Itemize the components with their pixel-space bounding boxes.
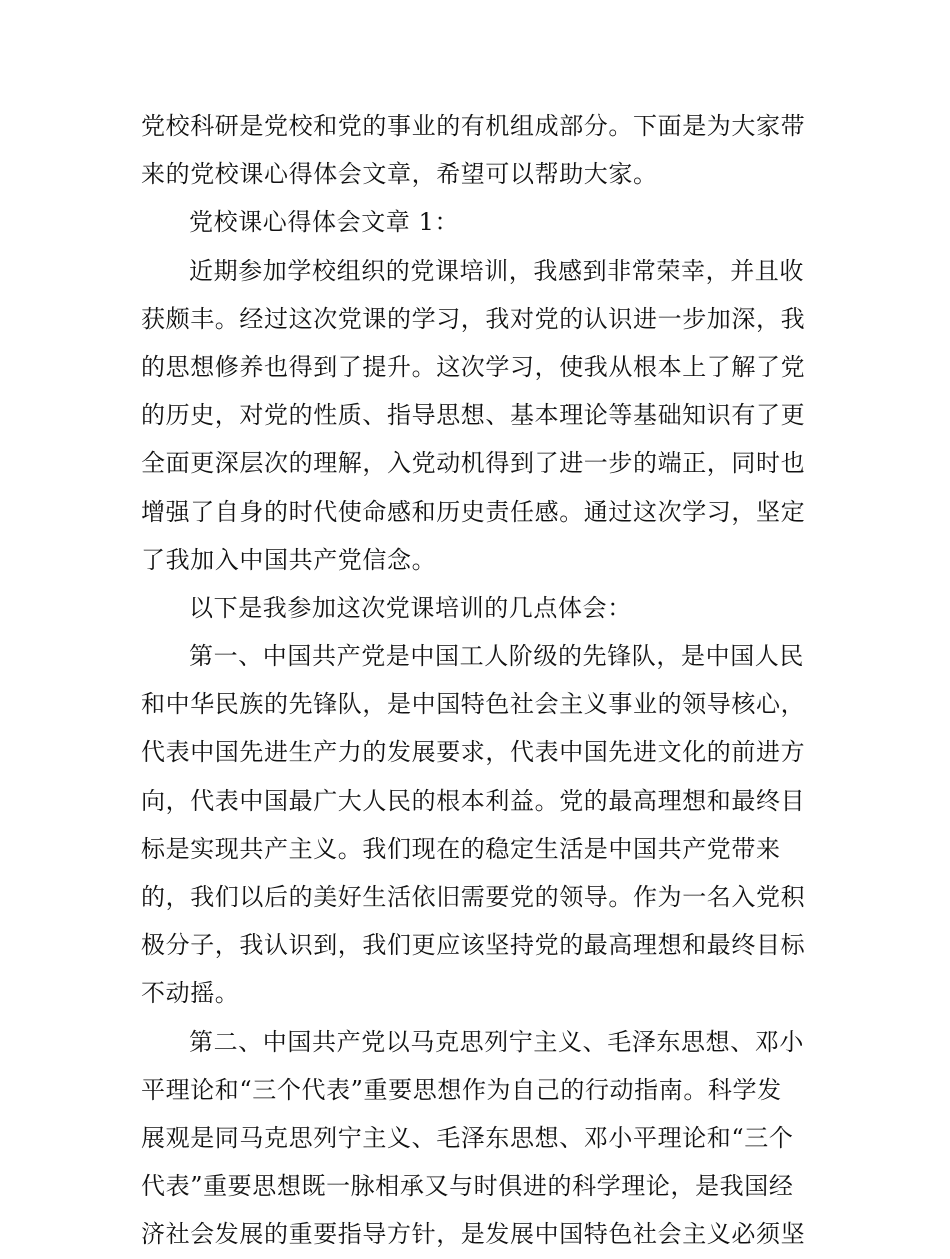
text-line: 标是实现共产主义。我们现在的稳定生活是中国共产党带来 [141,834,781,863]
text-line: 获颇丰。经过这次党课的学习，我对党的认识进一步加深，我 [141,304,806,333]
text-line: 的，我们以后的美好生活依旧需要党的领导。作为一名入党积 [141,883,806,911]
text-line: 增强了自身的时代使命感和历史责任感。通过这次学习，坚定 [141,497,806,526]
text-line: 的思想修养也得到了提升。这次学习，使我从根本上了解了党 [141,352,806,381]
text-line: 济社会发展的重要指导方针，是发展中国特色社会主义必须坚 [141,1220,806,1249]
text-line: 来的党校课心得体会文章，希望可以帮助大家。 [141,160,658,189]
text-line: 第二、中国共产党以马克思列宁主义、毛泽东思想、邓小 [189,1027,804,1056]
text-line: 平理论和“三个代表”重要思想作为自己的行动指南。科学发 [141,1075,782,1104]
text-line: 代表”重要思想既一脉相承又与时俱进的科学理论，是我国经 [141,1172,794,1201]
text-line: 不动摇。 [141,979,240,1008]
text-line: 代表中国先进生产力的发展要求，代表中国先进文化的前进方 [141,738,806,767]
text-line: 向，代表中国最广大人民的根本利益。党的最高理想和最终目 [141,786,806,815]
document-body [141,102,813,1259]
text-line: 了我加入中国共产党信念。 [141,545,437,574]
text-line: 近期参加学校组织的党课培训，我感到非常荣幸，并且收 [189,256,804,285]
text-line: 以下是我参加这次党课培训的几点体会： [189,593,632,622]
section-heading: 党校课心得体会文章 1： [189,208,460,237]
text-line: 第一、中国共产党是中国工人阶级的先锋队，是中国人民 [189,642,804,671]
text-line: 和中华民族的先锋队，是中国特色社会主义事业的领导核心， [141,690,806,719]
text-line: 极分子，我认识到，我们更应该坚持党的最高理想和最终目标 [141,931,806,960]
text-line: 全面更深层次的理解，入党动机得到了进一步的端正，同时也 [141,449,806,478]
text-line: 的历史，对党的性质、指导思想、基本理论等基础知识有了更 [141,401,806,430]
text-line: 党校科研是党校和党的事业的有机组成部分。下面是为大家带 [141,112,806,140]
text-line: 展观是同马克思列宁主义、毛泽东思想、邓小平理论和“三个 [141,1123,794,1152]
